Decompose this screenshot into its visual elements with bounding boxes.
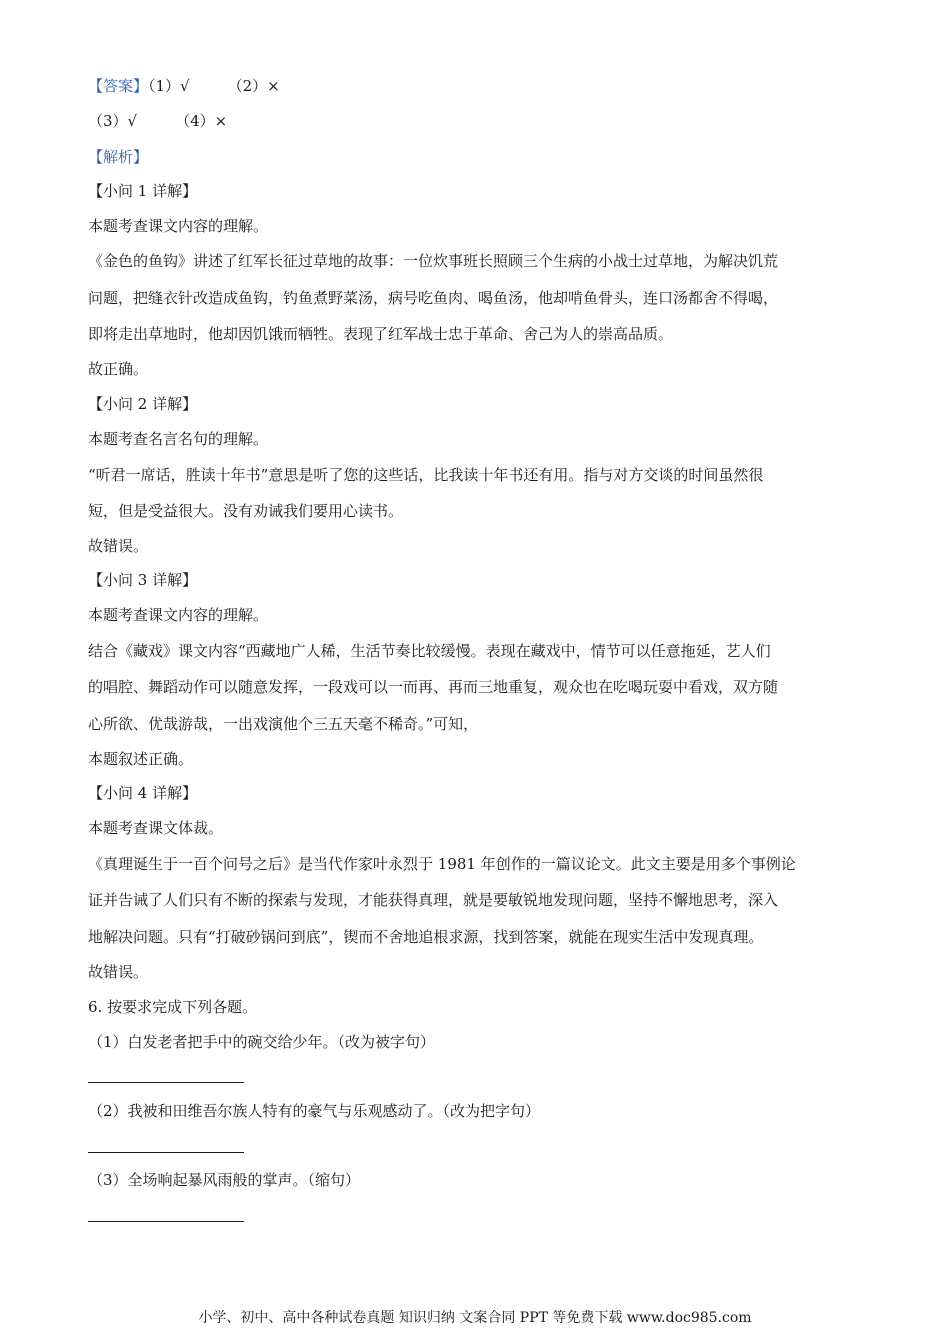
q4-topic: 本题考查课文体裁。 (88, 819, 224, 837)
q1-heading: 【小问 1 详解】 (88, 182, 198, 200)
question6-title: 6. 按要求完成下列各题。 (88, 998, 258, 1016)
q4-text-line: 《真理诞生于一百个问号之后》是当代作家叶永烈于 1981 年创作的一篇议论文。此文主要是用多个事例论 (88, 855, 796, 873)
q3-text-line: 结合《藏戏》课文内容“西藏地广人稀，生活节奏比较缓慢。表现在藏戏中，情节可以任意拖延，艺人们 (88, 642, 771, 660)
q3-heading: 【小问 3 详解】 (88, 571, 198, 589)
answer-item-1: （1）√ (148, 77, 190, 95)
answer-item-4: （4）× (175, 112, 228, 130)
q3-text-line: 的唱腔、舞蹈动作可以随意发挥，一段戏可以一而再、再而三地重复，观众也在吃喝玩耍中看戏，双方随 (88, 678, 779, 696)
question6-sub3: （3）全场响起暴风雨般的掌声。（缩句） (88, 1171, 361, 1189)
q1-topic: 本题考查课文内容的理解。 (88, 217, 269, 235)
q1-text-line: 《金色的鱼钩》讲述了红军长征过草地的故事：一位炊事班长照顾三个生病的小战士过草地，为解决饥荒 (88, 252, 779, 270)
q3-conclusion: 本题叙述正确。 (88, 750, 194, 768)
q2-conclusion: 故错误。 (88, 537, 149, 555)
answer-line-1 (88, 76, 280, 96)
q4-heading: 【小问 4 详解】 (88, 784, 198, 802)
q4-conclusion: 故错误。 (88, 963, 149, 981)
q1-text-line: 即将走出草地时，他却因饥饿而牺牲。表现了红军战士忠于革命、舍己为人的崇高品质。 (88, 325, 674, 343)
q2-heading: 【小问 2 详解】 (88, 395, 198, 413)
answer-blank-1[interactable] (88, 1082, 244, 1083)
analysis-label: 【解析】 (88, 148, 149, 166)
q3-text-line: 心所欲、优哉游哉，一出戏演他个三五天毫不稀奇。”可知， (88, 715, 479, 733)
q1-text-line: 问题，把缝衣针改造成鱼钩，钓鱼煮野菜汤，病号吃鱼肉、喝鱼汤，他却啃鱼骨头，连口汤都舍不得喝， (88, 289, 779, 307)
answer-blank-3[interactable] (88, 1221, 244, 1222)
question6-sub2: （2）我被和田维吾尔族人特有的豪气与乐观感动了。（改为把字句） (88, 1102, 541, 1120)
answer-item-2: （2）× (227, 77, 280, 95)
q3-topic: 本题考查课文内容的理解。 (88, 606, 269, 624)
q4-text-line: 证并告诫了人们只有不断的探索与发现，才能获得真理，就是要敏锐地发现问题，坚持不懈地思考，深入 (88, 891, 779, 909)
q2-text-line: 短，但是受益很大。没有劝诫我们要用心读书。 (88, 502, 404, 520)
answer-blank-2[interactable] (88, 1152, 244, 1153)
page-footer: 小学、初中、高中各种试卷真题 知识归纳 文案合同 PPT 等免费下载 www.doc985.com (198, 1310, 752, 1326)
q4-text-line: 地解决问题。只有“打破砂锅问到底”，锲而不舍地追根求源，找到答案，就能在现实生活中发现真理。 (88, 928, 764, 946)
answer-item-3: （3）√ (88, 112, 138, 130)
q2-text-line: “听君一席话，胜读十年书”意思是听了您的这些话，比我读十年书还有用。指与对方交谈的时间虽然很 (88, 466, 764, 484)
q2-topic: 本题考查名言名句的理解。 (88, 430, 269, 448)
q1-conclusion: 故正确。 (88, 360, 149, 378)
answer-line-2 (88, 111, 227, 131)
question6-sub1: （1）白发老者把手中的碗交给少年。（改为被字句） (88, 1033, 436, 1051)
answer-label: 【答案】 (88, 77, 149, 95)
